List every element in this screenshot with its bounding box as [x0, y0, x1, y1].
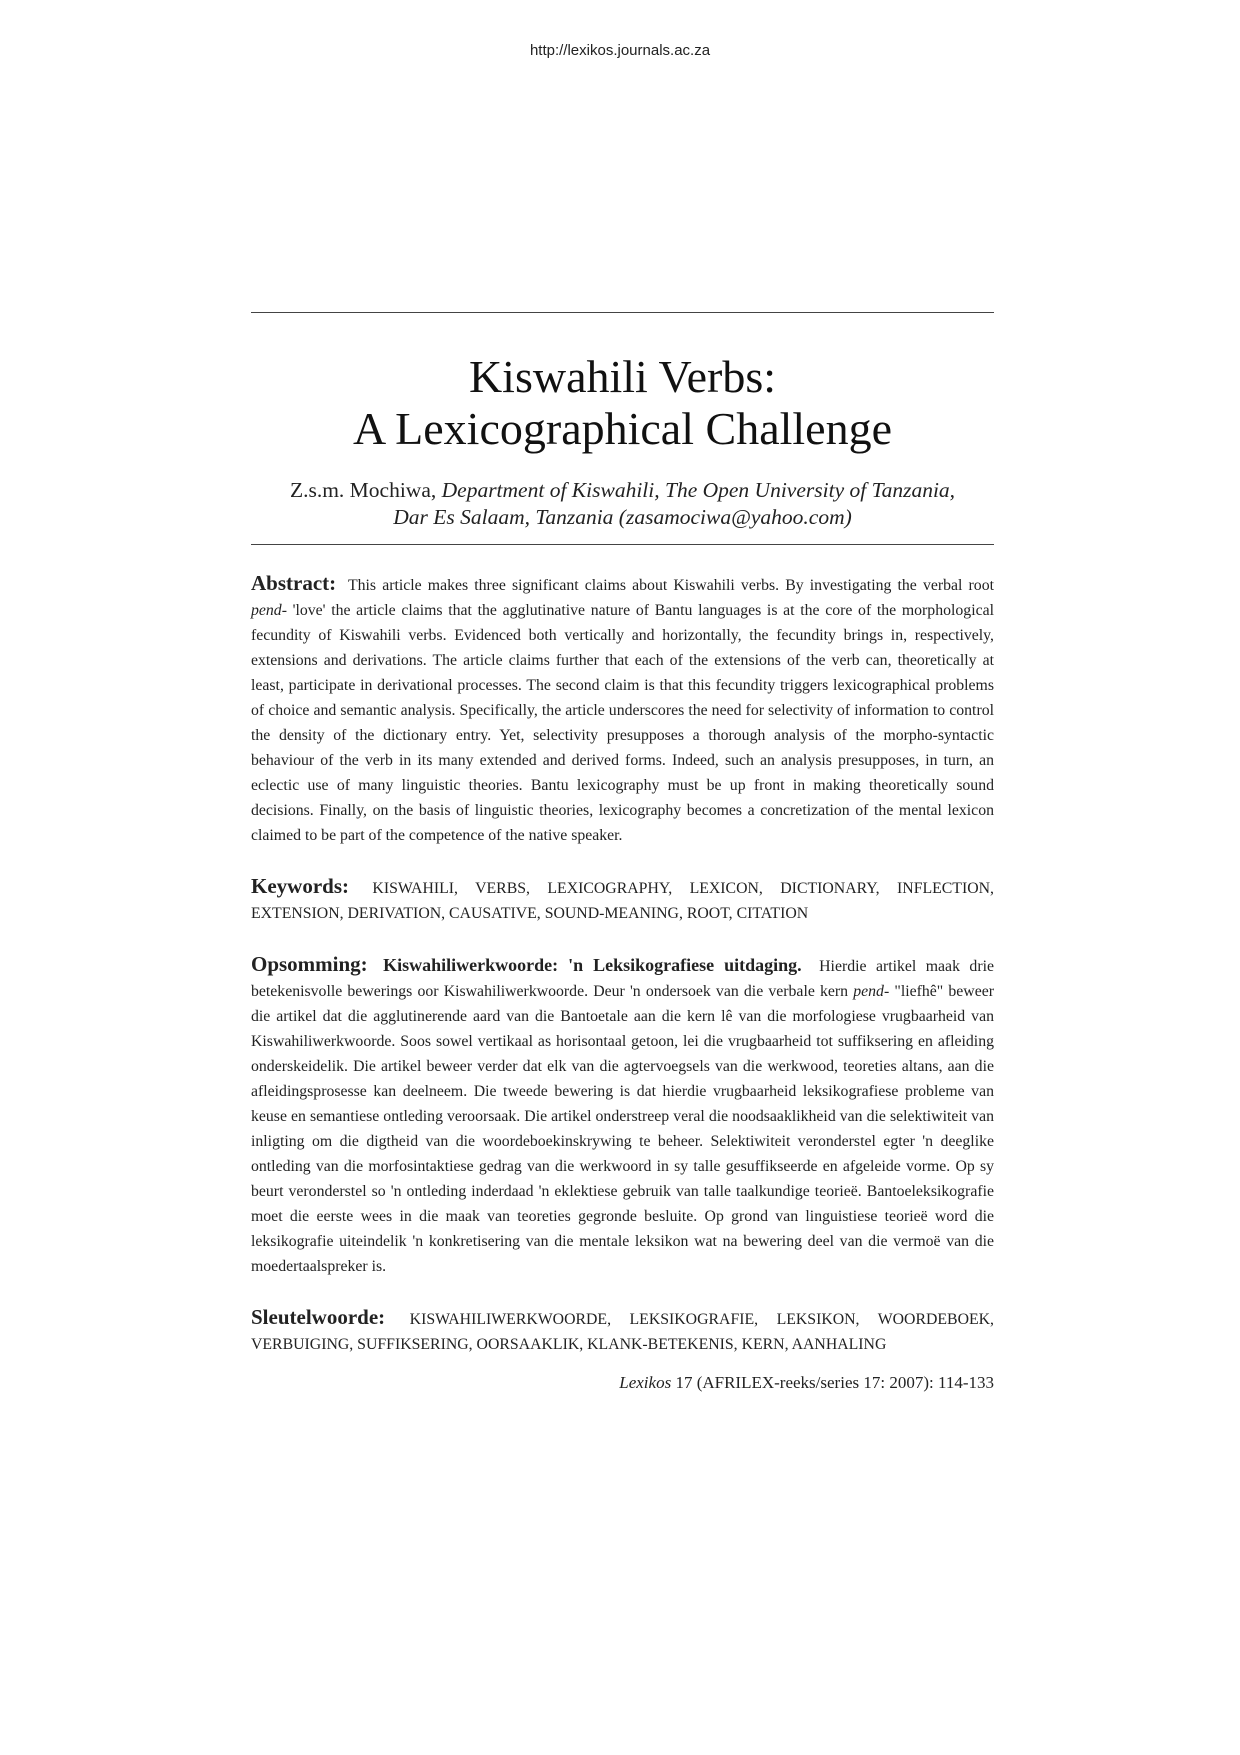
keywords-label: Keywords: [251, 874, 349, 898]
abstract-root-term: pend- [251, 602, 287, 619]
title-line-2: A Lexicographical Challenge [352, 403, 893, 454]
abstract-text-1: This article makes three significant claims about Kiswahili verbs. By investigating the verbal root [347, 577, 994, 594]
sleutelwoorde-text: KISWAHILIWERKWOORDE, LEKSIKOGRAFIE, LEKSIKON, WOORDEBOEK, VERBUIGING, SUFFIKSERING, OORSAAKLIK, KLANK-BETEKENIS, KERN, AANHALING [251, 1311, 994, 1353]
opsomming-title: Kiswahiliwerkwoorde: 'n Leksikografiese uitdaging. [383, 955, 802, 975]
abstract-label: Abstract: [251, 571, 337, 595]
abstract-text-2: 'love' the article claims that the agglutinative nature of Bantu languages is at the core of the morphological fecundity of Kiswahili verbs. Evidenced both vertically and horizontally, the fecundity brings in, respectively, extensions and derivations. The article claims further that each of the extensions of the verb can, theoretically at least, participate in derivational processes. The second claim is that this fecundity triggers lexicographical problems of choice and semantic analysis. Specifically, the article underscores the need for selectivity of information to control the density of the dictionary entry. Yet, selectivity presupposes a thorough analysis of the morpho-syntactic behaviour of the verb in its many extended and derived forms. Indeed, such an analysis presupposes, in turn, an eclectic use of many linguistic theories. Bantu lexicography must be up front in making theoretically sound decisions. Finally, on the basis of linguistic theories, lexicography becomes a concretization of the mental lexicon claimed to be part of the competence of the native speaker. [251, 602, 994, 844]
affiliation-line-1: Department of Kiswahili, The Open University of Tanzania, [441, 478, 956, 502]
journal-name: Lexikos [619, 1372, 672, 1392]
opsomming-paragraph [251, 952, 994, 1279]
sleutelwoorde-label: Sleutelwoorde: [251, 1305, 386, 1329]
article-title [251, 351, 994, 455]
author-block [251, 477, 994, 531]
opsomming-text-1: Hierdie artikel maak drie betekenisvolle bewerings oor Kiswahiliwerkwoorde. Deur 'n ondersoek van die verbale kern [251, 958, 994, 1000]
title-line-1: Kiswahili Verbs: [468, 351, 777, 402]
sleutelwoorde-paragraph [251, 1305, 994, 1357]
abstract-paragraph [251, 571, 994, 848]
affiliation-line-2: Dar Es Salaam, Tanzania (zasamociwa@yahoo.com) [393, 505, 852, 529]
opsomming-label: Opsomming: [251, 952, 368, 976]
top-rule [251, 312, 994, 313]
author-name: Z.s.m. Mochiwa, [289, 478, 437, 502]
keywords-text: KISWAHILI, VERBS, LEXICOGRAPHY, LEXICON, DICTIONARY, INFLECTION, EXTENSION, DERIVATION, CAUSATIVE, SOUND-MEANING, ROOT, CITATION [251, 880, 994, 922]
keywords-paragraph [251, 874, 994, 926]
article-page [251, 312, 994, 1393]
citation-details: 17 (AFRILEX-reeks/series 17: 2007): 114-133 [671, 1372, 994, 1392]
source-url[interactable]: http://lexikos.journals.ac.za [529, 42, 711, 59]
journal-citation [251, 1373, 994, 1393]
author-rule [251, 544, 994, 545]
opsomming-text-2: "liefhê" beweer die artikel dat die agglutinerende aard van die Bantoetale aan die kern lê van die morfologiese vrugbaarheid van Kiswahiliwerkwoorde. Soos sowel vertikaal as horisontaal getoon, lei die vrugbaarheid tot suffiksering en afleiding onderskeidelik. Die artikel beweer verder dat elk van die agtervoegsels van die werkwood, teoreties altans, aan die afleidingsprosesse kan deelneem. Die tweede bewering is dat hierdie vrugbaarheid leksikografiese probleme van keuse en semantiese ontleding veroorsaak. Die artikel onderstreep veral die noodsaaklikheid van die selektiwiteit van inligting om die digtheid van die woordeboekinskrywing te beheer. Selektiwiteit veronderstel egter 'n deeglike ontleding van die morfosintaktiese gedrag van die werkwoord in sy talle gesuffikseerde en afgeleide vorme. Op sy beurt veronderstel so 'n ontleding inderdaad 'n eklektiese gebruik van talle taalkundige teorieë. Bantoeleksikografie moet die eerste wees in die maak van teoreties gegronde besluite. Op grond van linguistiese teorieë word die leksikografie uiteindelik 'n konkretisering van die mentale leksikon wat na bewering deel van die vermoë van die moedertaalspreker is. [251, 983, 995, 1275]
opsomming-root-term: pend- [853, 983, 890, 1000]
